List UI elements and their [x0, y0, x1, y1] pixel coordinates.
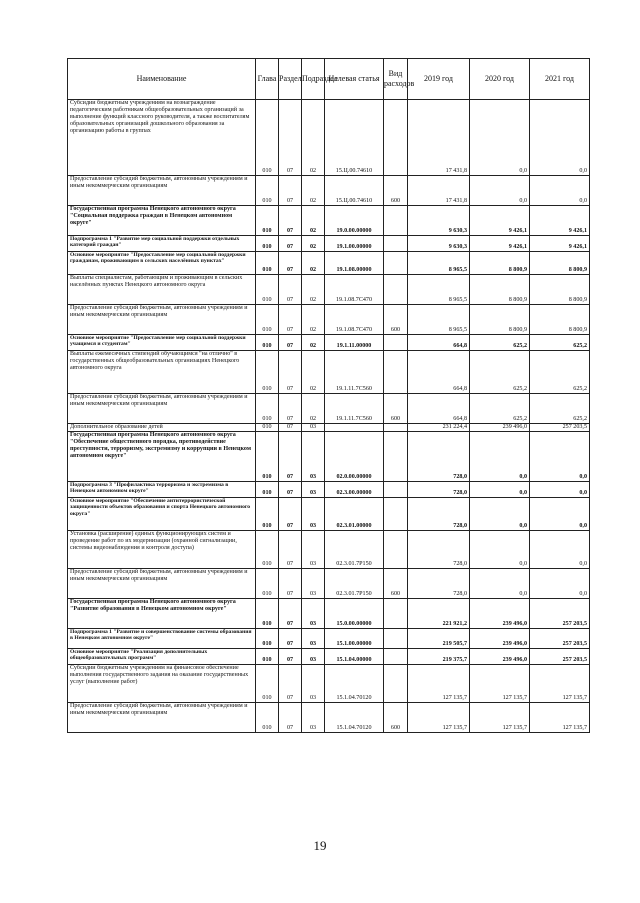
row-2019: 127 135,7	[408, 703, 470, 733]
row-target: 19.1.11.7С560	[325, 351, 384, 394]
row-vid: 600	[384, 569, 408, 599]
table-row	[68, 252, 590, 275]
row-razdel: 07	[279, 206, 302, 236]
table-row	[68, 432, 590, 482]
row-podrazdel: 02	[302, 206, 325, 236]
row-razdel: 07	[279, 305, 302, 335]
row-glava: 010	[256, 531, 279, 569]
row-glava: 010	[256, 252, 279, 275]
row-target: 19.1.08.00000	[325, 252, 384, 275]
row-target: 15.0.00.00000	[325, 599, 384, 629]
row-name: Государственная программа Ненецкого автономного округа "Развитие образования в Ненецком автономном округе"	[68, 599, 256, 629]
row-2020: 0,0	[470, 498, 530, 531]
row-glava: 010	[256, 665, 279, 703]
row-2019: 728,0	[408, 569, 470, 599]
row-razdel: 07	[279, 176, 302, 206]
row-razdel: 07	[279, 236, 302, 252]
row-glava: 010	[256, 599, 279, 629]
row-name: Предоставление субсидий бюджетным, автономным учреждениям и иным некоммерческим организациям	[68, 305, 256, 335]
row-2020: 625,2	[470, 351, 530, 394]
row-2019: 8 965,5	[408, 275, 470, 305]
row-2021: 625,2	[530, 335, 590, 351]
header-2021: 2021 год	[530, 59, 590, 100]
row-vid	[384, 252, 408, 275]
row-target: 15.Ц.00.74610	[325, 176, 384, 206]
table-row	[68, 424, 590, 432]
row-glava: 010	[256, 176, 279, 206]
row-podrazdel: 03	[302, 432, 325, 482]
row-2020: 0,0	[470, 482, 530, 498]
row-vid	[384, 206, 408, 236]
row-podrazdel: 02	[302, 335, 325, 351]
table-row	[68, 482, 590, 498]
page-number: 19	[313, 838, 327, 853]
row-podrazdel: 03	[302, 703, 325, 733]
row-2021: 8 800,9	[530, 305, 590, 335]
table-row	[68, 236, 590, 252]
row-name: Субсидии бюджетным учреждениям на вознаграждение педагогическим работникам общеобразовательных организаций за выполнение функций классного руководителя, а также воспитателям образовательных организаций дошкольного образования за организацию работы в группах	[68, 100, 256, 176]
row-target: 15.1.04.70120	[325, 703, 384, 733]
header-name: Наименование	[68, 59, 256, 100]
row-name: Государственная программа Ненецкого автономного округа "Обеспечение общественного порядка, противодействие преступности, терроризму, экстремизму и коррупции в Ненецком автономном округе"	[68, 432, 256, 482]
row-podrazdel: 03	[302, 498, 325, 531]
row-2020: 127 135,7	[470, 665, 530, 703]
row-2021: 8 800,9	[530, 252, 590, 275]
row-2020: 239 496,0	[470, 649, 530, 665]
row-target: 19.1.08.7С470	[325, 275, 384, 305]
row-2020: 8 800,9	[470, 252, 530, 275]
row-razdel: 07	[279, 252, 302, 275]
row-2019: 664,8	[408, 394, 470, 424]
row-razdel: 07	[279, 599, 302, 629]
header-podrazdel: Подраздел	[302, 59, 325, 100]
row-vid: 600	[384, 305, 408, 335]
row-name: Основное мероприятие "Предоставление мер социальной поддержки учащимся и студентам"	[68, 335, 256, 351]
row-2020: 0,0	[470, 531, 530, 569]
row-2021: 0,0	[530, 569, 590, 599]
row-razdel: 07	[279, 394, 302, 424]
row-2019: 9 630,3	[408, 236, 470, 252]
header-target: Целевая статья	[325, 59, 384, 100]
table-row	[68, 176, 590, 206]
row-2019: 664,8	[408, 335, 470, 351]
budget-table	[67, 58, 590, 733]
row-2019: 664,8	[408, 351, 470, 394]
row-target: 19.1.11.00000	[325, 335, 384, 351]
table-row	[68, 275, 590, 305]
header-2019: 2019 год	[408, 59, 470, 100]
row-name: Государственная программа Ненецкого автономного округа "Социальная поддержка граждан в Ненецком автономном округе"	[68, 206, 256, 236]
row-target	[325, 424, 384, 432]
row-vid	[384, 424, 408, 432]
row-vid	[384, 275, 408, 305]
row-2020: 625,2	[470, 335, 530, 351]
row-target: 15.1.04.70120	[325, 665, 384, 703]
row-glava: 010	[256, 206, 279, 236]
row-2020: 239 496,0	[470, 599, 530, 629]
row-2019: 728,0	[408, 531, 470, 569]
row-razdel: 07	[279, 482, 302, 498]
row-target: 02.3.00.00000	[325, 482, 384, 498]
table-row	[68, 206, 590, 236]
row-name: Подпрограмма 1 "Развитие мер социальной поддержки отдельных категорий граждан"	[68, 236, 256, 252]
row-2021: 0,0	[530, 531, 590, 569]
table-row	[68, 498, 590, 531]
row-podrazdel: 03	[302, 649, 325, 665]
row-vid	[384, 236, 408, 252]
row-2021: 257 203,5	[530, 424, 590, 432]
row-target: 19.0.00.00000	[325, 206, 384, 236]
row-2020: 0,0	[470, 100, 530, 176]
row-podrazdel: 02	[302, 275, 325, 305]
row-razdel: 07	[279, 703, 302, 733]
row-name: Предоставление субсидий бюджетным, автономным учреждениям и иным некоммерческим организациям	[68, 569, 256, 599]
row-2019: 17 431,8	[408, 100, 470, 176]
table-row	[68, 531, 590, 569]
row-2019: 219 505,7	[408, 629, 470, 649]
row-razdel: 07	[279, 629, 302, 649]
row-podrazdel: 02	[302, 394, 325, 424]
row-name: Основное мероприятие "Реализация дополнительных общеобразовательных программ"	[68, 649, 256, 665]
row-2020: 239 496,0	[470, 629, 530, 649]
row-target: 19.1.08.7С470	[325, 305, 384, 335]
row-target: 02.3.01.00000	[325, 498, 384, 531]
row-name: Подпрограмма 1 "Развитие и совершенствование системы образования в Ненецком автономном округе"	[68, 629, 256, 649]
row-glava: 010	[256, 394, 279, 424]
row-podrazdel: 02	[302, 100, 325, 176]
row-2021: 0,0	[530, 498, 590, 531]
row-vid	[384, 100, 408, 176]
row-name: Основное мероприятие "Предоставление мер социальной поддержки гражданам, проживающим в сельских населённых пунктах"	[68, 252, 256, 275]
row-2021: 257 203,5	[530, 599, 590, 629]
row-razdel: 07	[279, 335, 302, 351]
row-name: Установка (расширение) единых функционирующих систем и проведение работ по их модернизации (охранной сигнализации, системы видеонаблюдения и контроля доступа)	[68, 531, 256, 569]
row-podrazdel: 02	[302, 351, 325, 394]
table-row	[68, 335, 590, 351]
row-razdel: 07	[279, 351, 302, 394]
table-row	[68, 599, 590, 629]
row-glava: 010	[256, 569, 279, 599]
row-glava: 010	[256, 424, 279, 432]
row-podrazdel: 03	[302, 599, 325, 629]
row-glava: 010	[256, 275, 279, 305]
row-podrazdel: 02	[302, 236, 325, 252]
row-glava: 010	[256, 649, 279, 665]
table-row	[68, 665, 590, 703]
row-2019: 127 135,7	[408, 665, 470, 703]
row-name: Предоставление субсидий бюджетным, автономным учреждениям и иным некоммерческим организациям	[68, 703, 256, 733]
row-razdel: 07	[279, 498, 302, 531]
row-2020: 239 496,0	[470, 424, 530, 432]
row-glava: 010	[256, 335, 279, 351]
row-2020: 625,2	[470, 394, 530, 424]
table-row	[68, 305, 590, 335]
row-vid	[384, 482, 408, 498]
table-row	[68, 649, 590, 665]
row-target: 19.1.00.00000	[325, 236, 384, 252]
header-vid: Вид расходов	[384, 59, 408, 100]
header-glava: Глава	[256, 59, 279, 100]
row-target: 15.1.04.00000	[325, 649, 384, 665]
row-vid	[384, 335, 408, 351]
table-row	[68, 394, 590, 424]
row-target: 15.Ц.00.74610	[325, 100, 384, 176]
table-row	[68, 703, 590, 733]
row-razdel: 07	[279, 432, 302, 482]
row-podrazdel: 03	[302, 531, 325, 569]
row-2019: 231 224,4	[408, 424, 470, 432]
row-2019: 728,0	[408, 498, 470, 531]
row-podrazdel: 02	[302, 305, 325, 335]
row-name: Основное мероприятие "Обеспечение антитеррористической защищенности объектов образования и спорта Ненецкого автономного округа"	[68, 498, 256, 531]
row-name: Субсидии бюджетным учреждениям на финансовое обеспечение выполнения государственного задания на оказание государственных услуг (выполнение работ)	[68, 665, 256, 703]
row-podrazdel: 03	[302, 629, 325, 649]
row-name: Предоставление субсидий бюджетным, автономным учреждениям и иным некоммерческим организациям	[68, 176, 256, 206]
row-vid: 600	[384, 703, 408, 733]
row-glava: 010	[256, 629, 279, 649]
header-razdel: Раздел	[279, 59, 302, 100]
row-name: Выплаты ежемесячных стипендий обучающимся "на отлично" в государственных общеобразовательных организациях Ненецкого автономного округа	[68, 351, 256, 394]
row-2019: 8 965,5	[408, 252, 470, 275]
row-2019: 17 431,8	[408, 176, 470, 206]
row-razdel: 07	[279, 665, 302, 703]
row-2021: 127 135,7	[530, 703, 590, 733]
row-vid	[384, 498, 408, 531]
row-2019: 8 965,5	[408, 305, 470, 335]
row-name: Дополнительное образование детей	[68, 424, 256, 432]
row-2020: 0,0	[470, 569, 530, 599]
row-glava: 010	[256, 482, 279, 498]
table-header-row	[68, 59, 590, 100]
row-2020: 0,0	[470, 176, 530, 206]
row-vid	[384, 649, 408, 665]
row-podrazdel: 02	[302, 252, 325, 275]
row-vid	[384, 629, 408, 649]
row-2021: 625,2	[530, 351, 590, 394]
row-2020: 8 800,9	[470, 275, 530, 305]
row-vid	[384, 432, 408, 482]
table-row	[68, 100, 590, 176]
row-2021: 0,0	[530, 176, 590, 206]
table-row	[68, 351, 590, 394]
row-2020: 9 426,1	[470, 206, 530, 236]
row-vid	[384, 531, 408, 569]
row-name: Предоставление субсидий бюджетным, автономным учреждениям и иным некоммерческим организациям	[68, 394, 256, 424]
row-2021: 0,0	[530, 482, 590, 498]
row-podrazdel: 03	[302, 569, 325, 599]
row-podrazdel: 03	[302, 482, 325, 498]
row-glava: 010	[256, 351, 279, 394]
row-name: Выплаты специалистам, работающим и проживающим в сельских населённых пунктах Ненецкого автономного округа	[68, 275, 256, 305]
row-razdel: 07	[279, 100, 302, 176]
row-2020: 8 800,9	[470, 305, 530, 335]
row-podrazdel: 03	[302, 665, 325, 703]
row-vid: 600	[384, 394, 408, 424]
row-2021: 9 426,1	[530, 236, 590, 252]
table-row	[68, 569, 590, 599]
row-2020: 0,0	[470, 432, 530, 482]
row-razdel: 07	[279, 424, 302, 432]
row-2021: 0,0	[530, 432, 590, 482]
row-2021: 625,2	[530, 394, 590, 424]
row-target: 19.1.11.7С560	[325, 394, 384, 424]
row-vid	[384, 665, 408, 703]
row-2020: 9 426,1	[470, 236, 530, 252]
row-2021: 0,0	[530, 100, 590, 176]
row-2019: 9 630,3	[408, 206, 470, 236]
row-target: 02.3.01.7Р150	[325, 569, 384, 599]
row-2019: 728,0	[408, 432, 470, 482]
row-target: 15.1.00.00000	[325, 629, 384, 649]
row-target: 02.0.00.00000	[325, 432, 384, 482]
row-2019: 221 921,2	[408, 599, 470, 629]
row-vid	[384, 599, 408, 629]
row-glava: 010	[256, 100, 279, 176]
row-target: 02.3.01.7Р150	[325, 531, 384, 569]
row-2021: 257 203,5	[530, 629, 590, 649]
row-glava: 010	[256, 703, 279, 733]
row-glava: 010	[256, 498, 279, 531]
row-2021: 127 135,7	[530, 665, 590, 703]
row-2019: 219 375,7	[408, 649, 470, 665]
header-2020: 2020 год	[470, 59, 530, 100]
row-2019: 728,0	[408, 482, 470, 498]
row-vid	[384, 351, 408, 394]
row-glava: 010	[256, 432, 279, 482]
row-razdel: 07	[279, 531, 302, 569]
row-2021: 9 426,1	[530, 206, 590, 236]
table-row	[68, 629, 590, 649]
row-vid: 600	[384, 176, 408, 206]
row-glava: 010	[256, 236, 279, 252]
row-podrazdel: 02	[302, 176, 325, 206]
row-razdel: 07	[279, 649, 302, 665]
row-glava: 010	[256, 305, 279, 335]
row-podrazdel: 03	[302, 424, 325, 432]
row-2020: 127 135,7	[470, 703, 530, 733]
row-2021: 257 203,5	[530, 649, 590, 665]
row-2021: 8 800,9	[530, 275, 590, 305]
row-name: Подпрограмма 3 "Профилактика терроризма и экстремизма в Ненецком автономном округе"	[68, 482, 256, 498]
row-razdel: 07	[279, 275, 302, 305]
row-razdel: 07	[279, 569, 302, 599]
